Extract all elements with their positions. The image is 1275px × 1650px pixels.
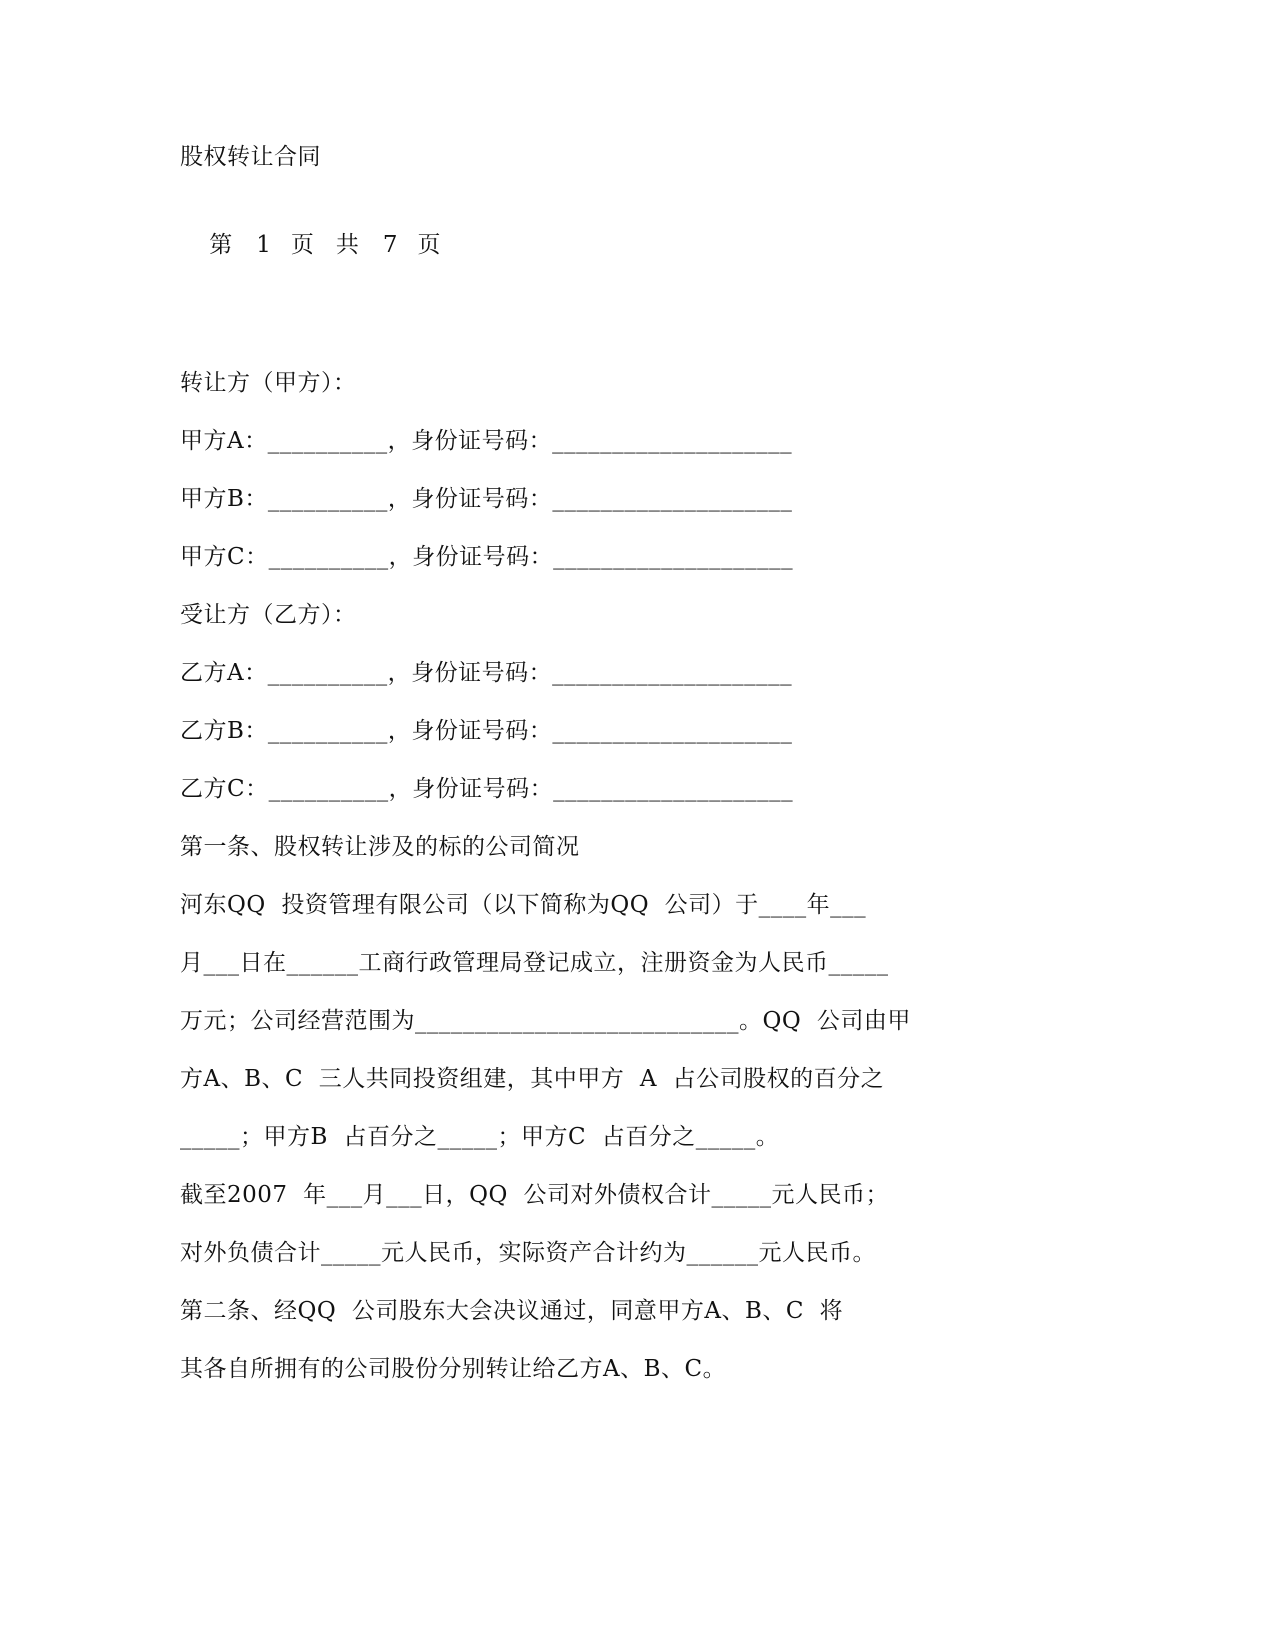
article-2-text-line-1: 第二条、经QQ 公司股东大会决议通过，同意甲方A、B、C 将 [180, 1298, 844, 1324]
page-counter-current: 1 [256, 232, 271, 258]
transferee-b-line: 乙方B：__________，身份证号码：____________________ [180, 718, 793, 744]
transferor-heading: 转让方（甲方）： [180, 370, 357, 396]
article-2-text-line-2: 其各自所拥有的公司股份分别转让给乙方A、B、C。 [180, 1356, 727, 1382]
article-1-text-line-4: 方A、B、C 三人共同投资组建，其中甲方 A 占公司股权的百分之 [180, 1066, 885, 1092]
page-counter-word-page: 页 [290, 232, 314, 258]
transferor-c-line: 甲方C：__________，身份证号码：____________________ [180, 544, 794, 570]
transferee-a-line: 乙方A：__________，身份证号码：____________________ [180, 660, 793, 686]
page-counter-suffix: 页 [417, 232, 441, 258]
page-counter-total: 7 [382, 232, 398, 258]
page-counter-prefix: 第 [209, 232, 233, 258]
document-title: 股权转让合同 [180, 144, 321, 170]
article-1-text-line-6: 截至2007 年___月___日，QQ 公司对外债权合计_____元人民币； [180, 1182, 889, 1208]
transferor-a-line: 甲方A：__________，身份证号码：____________________ [180, 428, 793, 454]
article-1-text-line-3: 万元；公司经营范围为___________________________。QQ 公司由甲 [180, 1008, 911, 1034]
article-1-text-line-7: 对外负债合计_____元人民币，实际资产合计约为______元人民币。 [180, 1240, 876, 1266]
transferor-b-line: 甲方B：__________，身份证号码：____________________ [180, 486, 793, 512]
page-counter [180, 200, 441, 290]
page-counter-word-total: 共 [335, 232, 359, 258]
article-1-text-line-5: _____；甲方B 占百分之_____；甲方C 占百分之_____。 [180, 1124, 780, 1150]
article-1-text-line-1: 河东QQ 投资管理有限公司（以下简称为QQ 公司）于____年___ [180, 892, 867, 918]
article-1-text-line-2: 月___日在______工商行政管理局登记成立，注册资金为人民币_____ [180, 950, 889, 976]
transferee-c-line: 乙方C：__________，身份证号码：____________________ [180, 776, 794, 802]
transferee-heading: 受让方（乙方）： [180, 602, 357, 628]
article-1-heading: 第一条、股权转让涉及的标的公司简况 [180, 834, 580, 860]
